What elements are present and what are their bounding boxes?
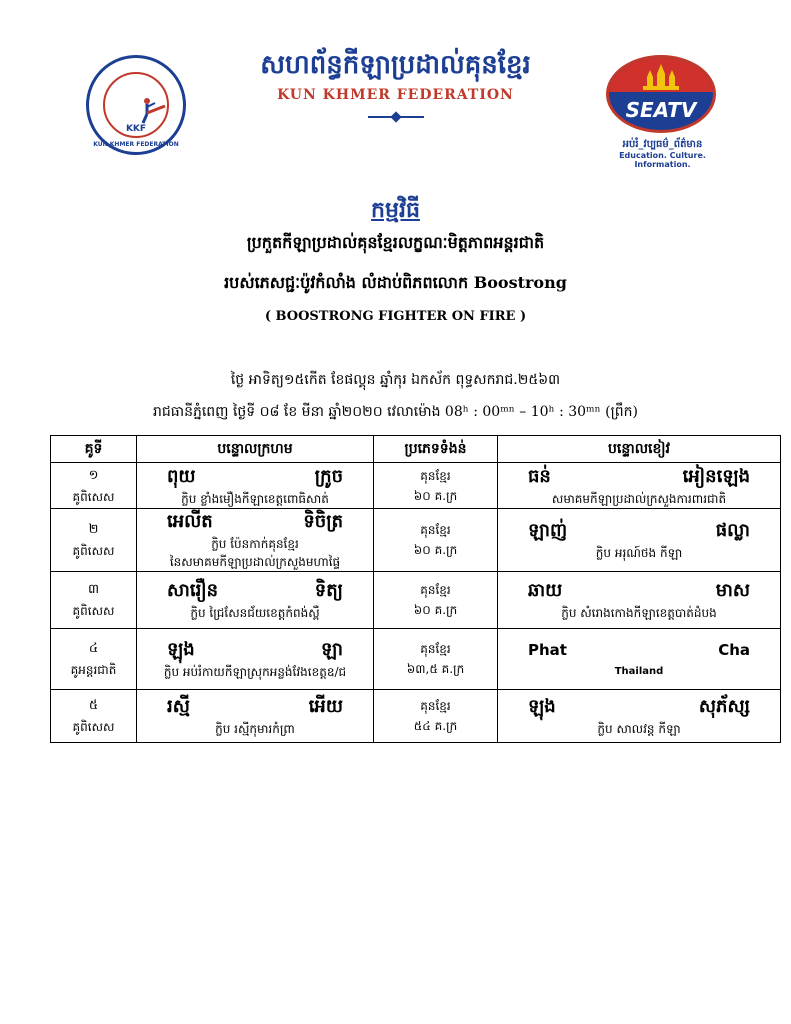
red-last-name: អើយ — [308, 696, 343, 717]
pair-cell — [51, 509, 137, 572]
weight-type: គុនខ្មែរ — [420, 583, 451, 597]
pair-number: ២ — [88, 522, 99, 537]
blue-first-name: Phat — [528, 641, 567, 659]
red-club: ក្លិប រស្មីកុមារកំព្រា — [215, 722, 295, 736]
pair-category: គូពិសេស — [72, 604, 115, 618]
pair-cell — [51, 463, 137, 509]
red-last-name: ទិត្យ — [314, 580, 343, 601]
federation-title-en: KUN KHMER FEDERATION — [277, 87, 514, 103]
weight-type: គុនខ្មែរ — [420, 699, 451, 713]
red-club-line-2: នៃសមាគមកីឡាប្រដាល់ក្រសួងមហាផ្ទៃ — [169, 555, 341, 569]
red-first-name: រស្មី — [167, 696, 190, 717]
program-title: កម្មវិធី — [371, 197, 420, 223]
pair-number: ១ — [88, 467, 99, 483]
weight-value: ៦០ គ.ក្រ — [413, 488, 458, 503]
header-blue-corner: បន្ទោលខៀវ — [498, 436, 781, 463]
date-line-1: ថ្ងៃ អាទិត្យ១៥កើត ខែផល្គុន ឆ្នាំកុរ ឯកស័ក ពុទ្ធសករាជ.២៥៦៣ — [230, 372, 561, 388]
blue-fighter-name — [498, 694, 780, 720]
red-club: ក្លិប ប៉ែនកាក់គុនខ្មែរ — [211, 537, 299, 551]
seatv-kh-text: អប់រំ_វប្បធម៌_ព័ត៌មាន — [622, 139, 703, 150]
red-first-name: ឡុង — [167, 639, 195, 660]
blue-club: ក្លិប សាលវន្ត កីឡា — [597, 722, 681, 736]
weight-value: ៦៣,៥ គ.ក្រ — [406, 662, 465, 676]
blue-fighter-name — [498, 464, 780, 490]
program-subtitle-2: របស់ភេសជ្ជៈប៉ូវកំលាំង លំដាប់ពិភពលោក Boostrong — [224, 273, 567, 292]
red-first-name: សារឿន — [167, 580, 219, 601]
kkf-abbr: KKF — [125, 124, 147, 134]
seatv-badge — [606, 55, 716, 133]
red-corner-cell — [137, 629, 374, 690]
table-row — [51, 509, 781, 572]
table-header-row — [51, 436, 781, 463]
header-pair-no: គូទី — [51, 436, 137, 463]
red-last-name: ទិចិត្រ — [303, 511, 343, 532]
table-row — [51, 690, 781, 743]
blue-fighter-name — [498, 518, 780, 544]
table-row — [51, 572, 781, 629]
federation-title-kh: សហព័ន្ធកីឡាប្រដាល់គុនខ្មែរ — [260, 50, 531, 80]
weight-type: គុនខ្មែរ — [420, 642, 451, 656]
weight-cell — [374, 509, 498, 572]
blue-last-name: អៀនឡេង — [682, 465, 750, 487]
seatv-logo — [600, 55, 725, 169]
weight-cell — [374, 690, 498, 743]
weight-value: ៥៤ គ.ក្រ — [413, 719, 458, 733]
red-corner-cell — [137, 690, 374, 743]
weight-type: គុនខ្មែរ — [420, 523, 451, 537]
red-fighter-name — [137, 637, 373, 663]
seatv-slogan: Education. Culture. Information. — [619, 151, 706, 169]
blue-corner-cell — [498, 629, 781, 690]
blue-last-name: Cha — [718, 641, 750, 659]
fight-schedule-table — [50, 435, 781, 743]
pair-category: គូពិសេស — [72, 544, 115, 558]
blue-last-name: មាស — [715, 580, 750, 601]
red-first-name: ពុយ — [167, 465, 196, 487]
seatv-name: SEATV — [625, 98, 697, 122]
red-last-name: ក្រូច — [314, 465, 343, 487]
blue-fighter-name — [498, 637, 780, 663]
pair-category: គូអន្តរជាតិ — [70, 663, 117, 677]
blue-first-name: ឡាញ់ — [528, 520, 568, 541]
weight-value: ៦០ គ.ក្រ — [413, 603, 458, 617]
table-row — [51, 463, 781, 509]
blue-corner-cell — [498, 509, 781, 572]
red-fighter-name — [137, 464, 373, 490]
header-ornament — [368, 116, 424, 118]
red-corner-cell — [137, 463, 374, 509]
pair-number: ៥ — [88, 698, 99, 713]
pair-cell — [51, 690, 137, 743]
pair-category: គូពិសេស — [72, 489, 115, 504]
red-first-name: អេលីត — [167, 511, 213, 532]
program-subtitle-1: ប្រកួតកីឡាប្រដាល់គុនខ្មែរលក្ខណៈមិត្តភាពអន្តរជាតិ — [246, 233, 545, 252]
red-corner-cell — [137, 509, 374, 572]
red-club: ក្លិប ជ្រៃសែនជ័យខេត្តកំពង់ស្ពឺ — [190, 606, 320, 620]
kkf-ring-text: KUN KHMER FEDERATION — [93, 141, 179, 148]
red-fighter-name — [137, 578, 373, 604]
pair-number: ៣ — [87, 582, 100, 597]
blue-first-name: ឆាយ — [528, 580, 563, 601]
blue-club: សមាគមកីឡាប្រដាល់ក្រសួងការពារជាតិ — [551, 491, 727, 506]
red-last-name: ឡា — [321, 639, 343, 660]
blue-corner-cell — [498, 463, 781, 509]
red-fighter-name — [137, 509, 373, 535]
red-corner-cell — [137, 572, 374, 629]
header-weight-class: ប្រភេទទំងន់ — [374, 436, 498, 463]
blue-corner-cell — [498, 690, 781, 743]
pair-category: គូពិសេស — [72, 720, 115, 734]
table-row — [51, 629, 781, 690]
weight-value: ៦០ គ.ក្រ — [413, 543, 458, 557]
weight-cell — [374, 572, 498, 629]
blue-country: Thailand — [614, 666, 664, 677]
blue-first-name: ឡុង — [528, 696, 556, 717]
blue-last-name: ផល្លា — [715, 520, 750, 541]
weight-type: គុនខ្មែរ — [420, 468, 451, 483]
angkor-temple-icon — [641, 64, 681, 90]
blue-club: ក្លិប អរុណ៍ថង កីឡា — [595, 546, 683, 560]
header-red-corner: បន្ទោលក្រហម — [137, 436, 374, 463]
blue-first-name: ធន់ — [528, 465, 551, 487]
weight-cell — [374, 463, 498, 509]
date-line-2: រាជធានីភ្នំពេញ ថ្ងៃទី ០៨ ខែ មីនា ឆ្នាំ២០២០ វេលាម៉ោង 08ʰ : 00ᵐⁿ – 10ʰ : 30ᵐⁿ (ព្រឹក) — [152, 404, 639, 420]
blue-last-name: សុភ័ស្ស — [698, 696, 750, 717]
red-club: ក្លិប ខ្លាំងមឿងកីឡាខេត្តពោធិសាត់ — [181, 491, 329, 506]
pair-cell — [51, 629, 137, 690]
red-club: ក្លិប អប់រំកាយកីឡាស្រុកអន្លង់វែងខេត្តឧ/ជ — [163, 665, 347, 679]
pair-number: ៤ — [88, 641, 99, 656]
pair-cell — [51, 572, 137, 629]
blue-fighter-name — [498, 578, 780, 604]
blue-corner-cell — [498, 572, 781, 629]
red-fighter-name — [137, 694, 373, 720]
blue-club: ក្លិប សំរោងកោងកីឡាខេត្តបាត់ដំបង — [561, 606, 717, 620]
weight-cell — [374, 629, 498, 690]
program-subtitle-3: ( BOOSTRONG FIGHTER ON FIRE ) — [264, 309, 527, 324]
